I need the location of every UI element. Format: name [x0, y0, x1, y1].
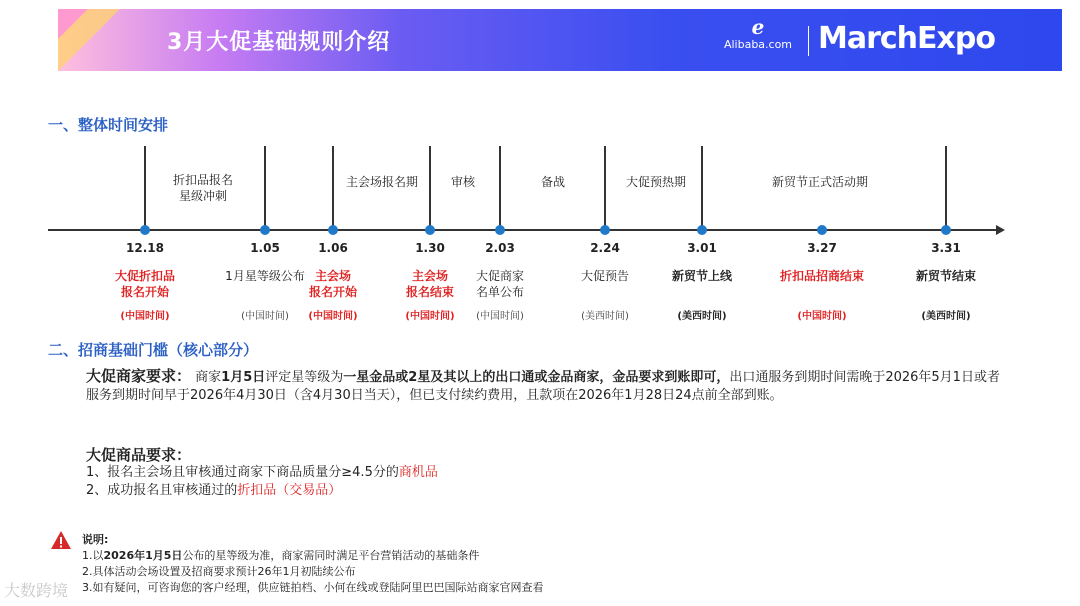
timeline-separator [144, 146, 146, 230]
product-requirement-item-1-highlight: 商机品 [398, 465, 438, 480]
timeline-phase-label: 主会场报名期 [345, 175, 419, 189]
merchant-requirement-heading: 大促商家要求： [86, 367, 192, 385]
timeline-date: 3.31 [931, 241, 961, 255]
timeline-separator [332, 146, 334, 230]
timeline-timezone: (中国时间) [120, 311, 170, 322]
timeline-separator [604, 146, 606, 230]
merchant-requirement-date: 1月5日 [221, 370, 266, 385]
timeline-event: 大促商家 名单公布 [475, 269, 525, 299]
note-1-text-2: 公布的星等级为准，商家需同时满足平台营销活动的基础条件 [182, 549, 480, 562]
note-1-date: 2026年1月5日 [103, 549, 183, 562]
timeline-timezone: (美西时间) [581, 311, 629, 322]
timeline-date: 1.05 [250, 241, 280, 255]
timeline-event: 新贸节上线 [671, 269, 733, 283]
timeline-milestone-dot [817, 225, 827, 235]
timeline-timezone: (中国时间) [308, 311, 358, 322]
timeline-milestone-dot [140, 225, 150, 235]
note-1-text: 1.以 [82, 549, 104, 562]
alibaba-logo [716, 16, 800, 60]
timeline-event: 主会场 报名结束 [405, 269, 455, 299]
merchant-requirement-highlight: 一星金品或2星及其以上的出口通或金品商家，金品要求到账即可， [343, 370, 730, 385]
timeline-event: 大促预告 [580, 269, 630, 283]
timeline-event: 折扣品招商结束 [779, 269, 865, 283]
header-divider [808, 26, 809, 56]
timeline-timezone: (中国时间) [405, 311, 455, 322]
timeline-event: 1月星等级公布 [225, 269, 305, 283]
timeline-separator [499, 146, 501, 230]
product-requirement-item-2-text: 2、成功报名且审核通过的 [86, 483, 238, 498]
merchant-requirement-text-3: 出口通服务到期时间需晚于2026年5月1日或者服务到期时间早于2026年4月30日（含4月30日当天），但已支付续约费用，且款项在2026年1月28日24点前全部到账。 [86, 370, 1000, 403]
timeline-separator [701, 146, 703, 230]
timeline-timezone: (美西时间) [921, 311, 971, 322]
timeline-date: 3.01 [687, 241, 717, 255]
timeline-milestone-dot [941, 225, 951, 235]
timeline-phase-label: 备战 [540, 175, 566, 189]
timeline-date: 1.30 [415, 241, 445, 255]
timeline-phase-label: 审核 [450, 175, 476, 189]
timeline-timezone: (美西时间) [677, 311, 727, 322]
product-requirement-item-1 [86, 464, 438, 482]
timeline-date: 2.24 [590, 241, 620, 255]
timeline-milestone-dot [495, 225, 505, 235]
timeline-date: 1.06 [318, 241, 348, 255]
product-requirement-item-2 [86, 482, 438, 500]
timeline-milestone-dot [697, 225, 707, 235]
note-2: 2.具体活动会场设置及招商要求预计26年1月初陆续公布 [82, 565, 356, 578]
timeline-date: 12.18 [126, 241, 164, 255]
alibaba-logo-icon: ℯ [751, 15, 765, 39]
timeline-milestone-dot [425, 225, 435, 235]
section-title-requirements: 二、招商基础门槛（核心部分） [48, 341, 259, 359]
timeline-milestone-dot [600, 225, 610, 235]
product-requirement-heading: 大促商品要求： [86, 446, 192, 464]
timeline-event: 大促折扣品 报名开始 [114, 269, 176, 299]
product-requirement-item-1-text: 1、报名主会场且审核通过商家下商品质量分≥4.5分的 [86, 465, 399, 480]
timeline-timezone: (中国时间) [241, 311, 289, 322]
timeline-timezone: (中国时间) [797, 311, 847, 322]
timeline-separator [945, 146, 947, 230]
merchant-requirement [86, 367, 1006, 405]
note-1 [82, 548, 544, 564]
watermark: 大数跨境 [4, 581, 69, 600]
notes-title: 说明: [82, 533, 109, 546]
product-requirement-item-2-highlight: 折扣品（交易品） [237, 483, 342, 498]
timeline-milestone-dot [260, 225, 270, 235]
warning-icon [50, 530, 72, 550]
timeline-separator [429, 146, 431, 230]
brand-logo: MarchExpo [818, 21, 995, 56]
note-3: 3.如有疑问，可咨询您的客户经理，供应链拍档、小何在线或登陆阿里巴巴国际站商家官网查看 [82, 581, 544, 594]
alibaba-logo-text: Alibaba.com [723, 38, 793, 51]
header-decoration-accent [58, 9, 88, 39]
product-requirement [86, 446, 438, 500]
timeline-date: 2.03 [485, 241, 515, 255]
timeline-phase-label: 折扣品报名 星级冲刺 [172, 173, 234, 203]
page-title: 3月大促基础规则介绍 [167, 30, 391, 55]
timeline-axis [48, 229, 1000, 231]
merchant-requirement-text: 商家 [195, 370, 222, 385]
timeline-event: 主会场 报名开始 [308, 269, 358, 299]
timeline-arrow-icon [996, 225, 1005, 235]
notes [82, 532, 544, 596]
timeline-phase-label: 新贸节正式活动期 [771, 175, 869, 189]
timeline-phase-label: 大促预热期 [625, 175, 687, 189]
timeline-milestone-dot [328, 225, 338, 235]
timeline-date: 3.27 [807, 241, 837, 255]
timeline-event: 新贸节结束 [915, 269, 977, 283]
merchant-requirement-text-2: 评定星等级为 [265, 370, 344, 385]
section-title-timeline: 一、整体时间安排 [48, 116, 169, 134]
timeline-timezone: (中国时间) [476, 311, 524, 322]
timeline-separator [264, 146, 266, 230]
